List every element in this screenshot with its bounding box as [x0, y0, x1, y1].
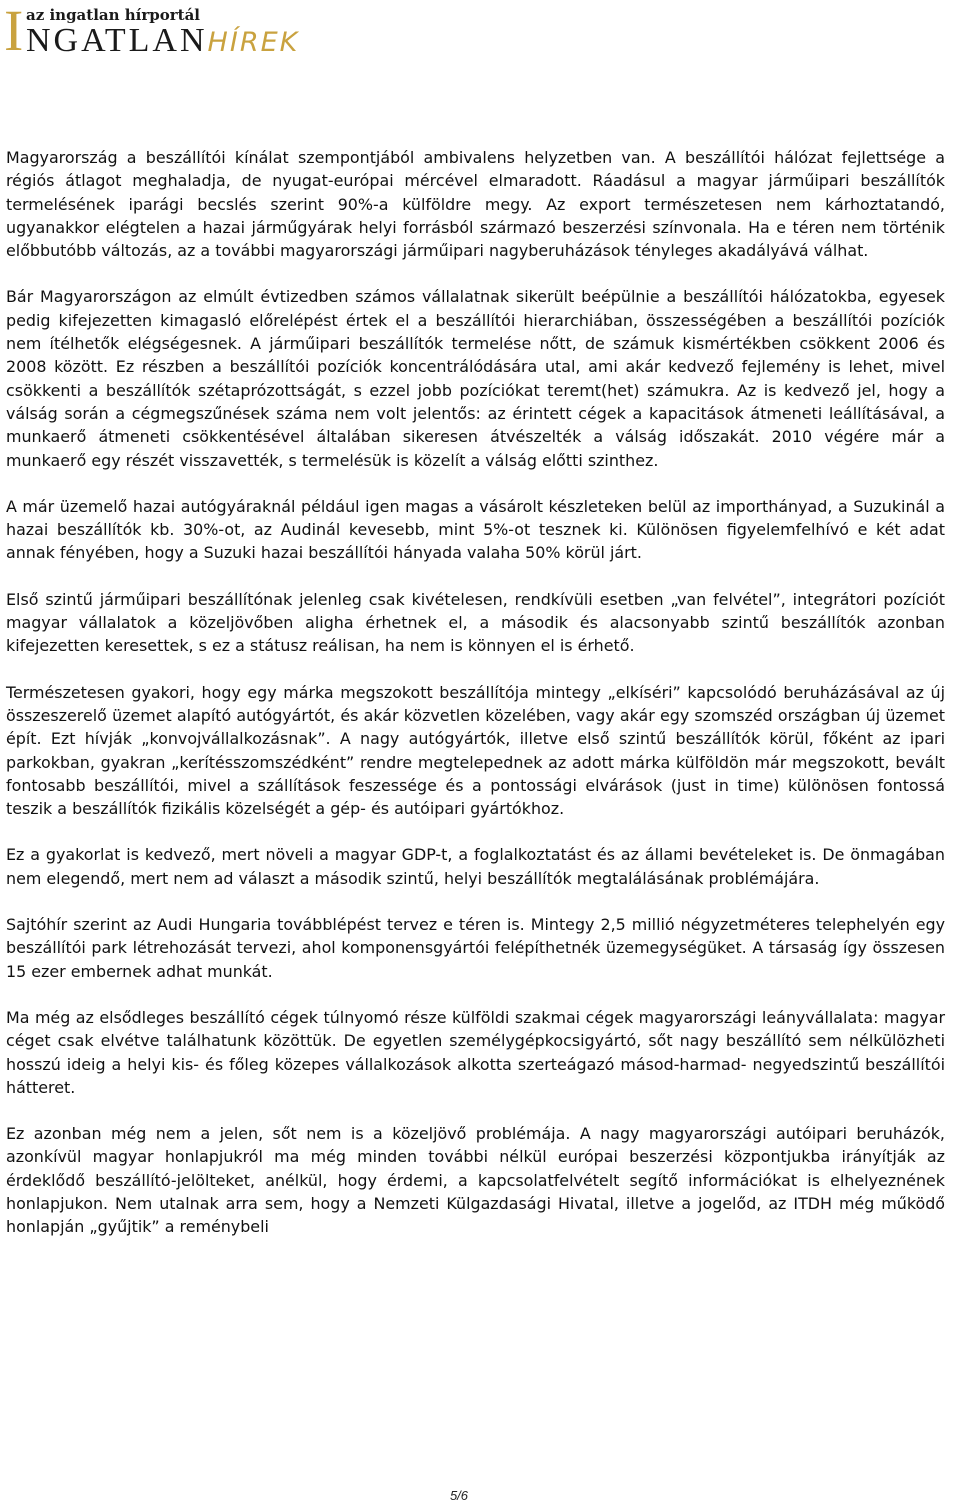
paragraph: Bár Magyarországon az elmúlt évtizedben számos vállalatnak sikerült beépülnie a beszállítói hálózatokba, egyesek pedig kifejezetten kimagasló előrelépést értek el a beszállítói hierarchiában, összességében a beszállítói pozíciók nem ítélhetők elégségesnek. A járműipari beszállítók termelése nőtt, de számuk kismértékben csökkent 2006 és 2008 között. Ez részben a beszállítói pozíciók koncentrálódására utal, ami akár kedvező fejlemény is lehet, mivel csökkenti a beszállítók szétaprózottságát, s ezzel jobb pozíciókat teremt(het) számukra. Az is kedvező jel, hogy a válság során a cégmegszűnések száma nem volt jelentős: az érintett cégek a kapacitások átmeneti leállításával, a munkaerő átmeneti csökkentésével általában sikeresen átvészelték a válság időszakát. 2010 végére már a munkaerő egy részét visszavették, s termelésük is közelít a válság előtti szinthez. [6, 287, 945, 470]
paragraph: Ez azonban még nem a jelen, sőt nem is a közeljövő problémája. A nagy magyarországi autóipari beruházók, azonkívül magyar honlapjukról ma még minden további nélkül európai beszerzési központjukba irányítják az érdeklődő beszállító-jelölteket, anélkül, hogy érdemi, a kapcsolatfelvételt segítő információkat is elhelyeznének honlapjukon. Nem utalnak arra sem, hogy a Nemzeti Külgazdasági Hivatal, illetve a jogelőd, az ITDH még működő honlapján „gyűjtik” a reménybeli [6, 1124, 945, 1237]
paragraph: A már üzemelő hazai autógyáraknál például igen magas a vásárolt készleteken belül az importhányad, a Suzukinál a hazai beszállítók kb. 30%-ot, az Audinál kevesebb, mint 5%-ot tesznek ki. Különösen figyelemfelhívó e két adat annak fényében, hogy a Suzuki hazai beszállítói hányada valaha 50% körül járt. [6, 496, 945, 563]
logo-tagline: az ingatlan hírportál [26, 6, 200, 24]
paragraph: Sajtóhír szerint az Audi Hungaria továbblépést tervez e téren is. Mintegy 2,5 millió négyzetméteres telephelyén egy beszállítói park létrehozását tervezi, ahol komponensgyártói felépíthetnék üzemegységüket. A társaság így összesen 15 ezer embernek adhat munkát. [6, 915, 945, 981]
article-body [6, 146, 945, 1262]
paragraph: Ma még az elsődleges beszállító cégek túlnyomó része külföldi szakmai cégek magyarországi leányvállalata: magyar céget csak elvétve találhatunk közöttük. De egyetlen személygépkocsigyártó, sőt nagy beszállító sem nélkülözheti hosszú ideig a helyi kis- és főleg közepes vállalkozások alkotta szerteágazó másod-harmad- negyedszintű beszállítói hátteret. [6, 1007, 945, 1097]
paragraph: Ez a gyakorlat is kedvező, mert növeli a magyar GDP-t, a foglalkoztatást és az állami bevételeket is. De önmagában nem elegendő, mert nem ad választ a második szintű, helyi beszállítók megtalálásának problémájára. [6, 845, 945, 888]
logo-main-text: NGATLAN [26, 22, 208, 59]
paragraph: Magyarország a beszállítói kínálat szempontjából ambivalens helyzetben van. A beszállítói hálózat fejlettsége a régiós átlagot meghaladja, de nyugat-európai mércével elmaradott. Ráadásul a magyar járműipari beszállítók termelésének iparági becslés szerint 90%-a külföldre megy. Az export természetesen nem kárhoztatandó, ugyanakkor elégtelen a hazai járműgyárak helyi forrásból származó beszerzési színvonala. Ha e téren nem történik előbbutóbb változás, az a további magyarországi járműipari nagyberuházások tényleges akadályává válhat. [6, 148, 945, 261]
logo-wordmark [26, 24, 299, 60]
logo-initial: I [4, 0, 24, 63]
paragraph: Természetesen gyakori, hogy egy márka megszokott beszállítója mintegy „elkíséri” kapcsolódó beruházásával az új összeszerelő üzemet alapító autógyártót, és akár közvetlen közelében, vagy akár egy szomszéd országban új üzemet épít. Ezt hívják „konvojvállalkozásnak”. A nagy autógyártók, illetve első szintű beszállítók körül, főként az ipari parkokban, gyakran „kerítésszomszédként” rendre megtelepednek az adott márka külföldön már megszokott, bevált fontosabb beszállítói, mivel a szállítások feszessége és a pontossági elvárások (just in time) különösen fontossá teszik a beszállítók fizikális közelségét a gép- és autóipari gyártókhoz. [6, 682, 945, 819]
site-logo[interactable] [4, 2, 334, 68]
logo-hirek-text: HÍREK [207, 27, 300, 58]
page-number: 5/6 [449, 1488, 469, 1503]
paragraph: Első szintű járműipari beszállítónak jelenleg csak kivételesen, rendkívüli esetben „van felvétel”, integrátori pozíciót magyar vállalatok a közeljövőben aligha érhetnek el, a második és alacsonyabb szintű beszállítók azonban kifejezetten keresettek, s ez a státusz reálisan, ha nem is könnyen el is érhető. [6, 589, 945, 656]
